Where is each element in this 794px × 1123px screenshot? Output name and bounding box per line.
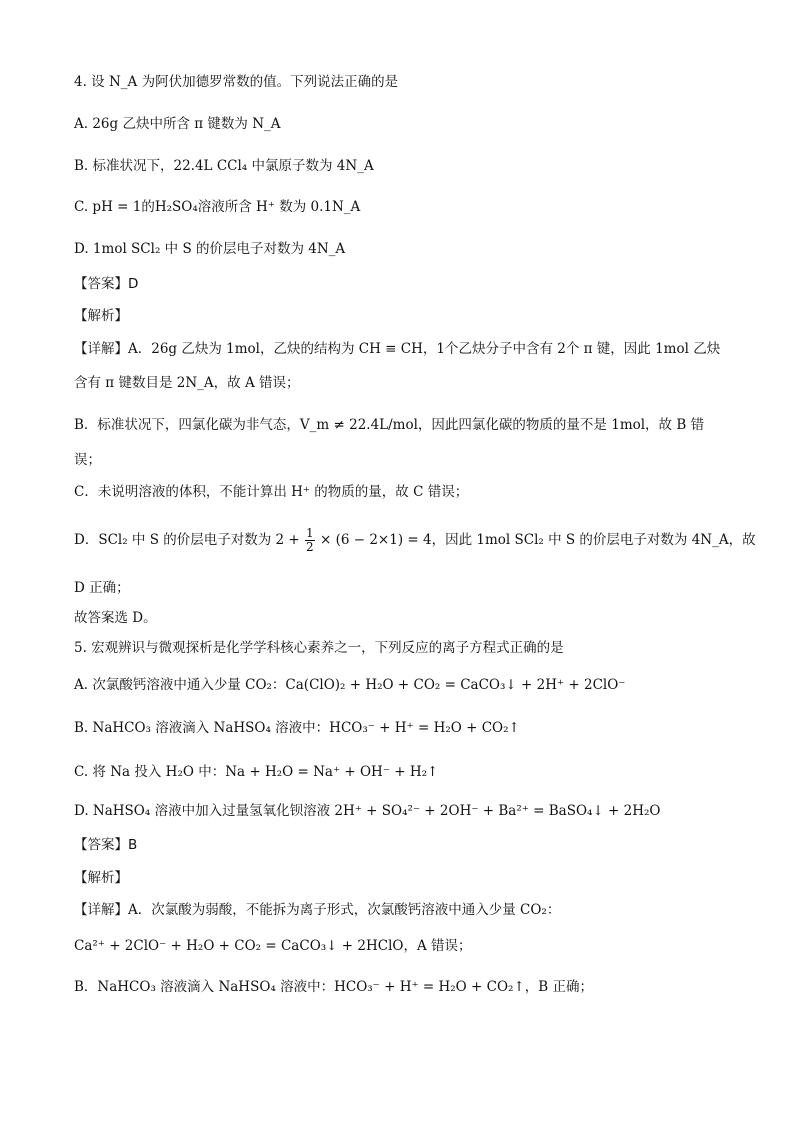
fraction-numerator: 1 bbox=[306, 526, 314, 540]
question-4-detail-a-line1: 【详解】A．26g 乙炔为 1mol，乙炔的结构为 CH ≡ CH，1个乙炔分子中含有 2个 π 键，因此 1mol 乙炔 bbox=[74, 341, 721, 357]
fraction-one-half bbox=[305, 527, 315, 554]
question-4-detail-d-line1 bbox=[74, 527, 756, 554]
fraction-denominator: 2 bbox=[306, 540, 314, 554]
question-4-option-c: C. pH = 1的H₂SO₄溶液所含 H⁺ 数为 0.1N_A bbox=[74, 199, 361, 215]
question-5-analysis-label: 【解析】 bbox=[74, 870, 128, 886]
question-5-stem: 5. 宏观辨识与微观探析是化学学科核心素养之一，下列反应的离子方程式正确的是 bbox=[74, 640, 564, 656]
detail-d-suffix: × (6 − 2×1) = 4，因此 1mol SCl₂ 中 S 的价层电子对数为 4N_A，故 bbox=[319, 532, 756, 548]
question-4-answer: 【答案】D bbox=[74, 276, 139, 292]
question-5-option-d: D. NaHSO₄ 溶液中加入过量氢氧化钡溶液 2H⁺ + SO₄²⁻ + 2OH⁻ + Ba²⁺ = BaSO₄↓ + 2H₂O bbox=[74, 803, 661, 819]
question-5-detail-a-line2: Ca²⁺ + 2ClO⁻ + H₂O + CO₂ = CaCO₃↓ + 2HClO，A 错误； bbox=[74, 938, 472, 954]
question-5-option-c: C. 将 Na 投入 H₂O 中：Na + H₂O = Na⁺ + OH⁻ + H₂↑ bbox=[74, 764, 439, 780]
question-4-detail-b-line2: 误； bbox=[74, 452, 101, 468]
question-5-option-a: A. 次氯酸钙溶液中通入少量 CO₂：Ca(ClO)₂ + H₂O + CO₂ = CaCO₃↓ + 2H⁺ + 2ClO⁻ bbox=[74, 677, 626, 693]
question-4-detail-c: C．未说明溶液的体积，不能计算出 H⁺ 的物质的量，故 C 错误； bbox=[74, 484, 469, 500]
question-4-conclusion: 故答案选 D。 bbox=[74, 610, 157, 626]
question-4-option-a: A. 26g 乙炔中所含 π 键数为 N_A bbox=[74, 116, 281, 132]
question-4-option-d: D. 1mol SCl₂ 中 S 的价层电子对数为 4N_A bbox=[74, 241, 346, 257]
detail-d-prefix: D．SCl₂ 中 S 的价层电子对数为 2 + bbox=[74, 532, 300, 548]
question-5-detail-a-line1: 【详解】A．次氯酸为弱酸，不能拆为离子形式，次氯酸钙溶液中通入少量 CO₂： bbox=[74, 902, 561, 918]
question-5-option-b: B. NaHCO₃ 溶液滴入 NaHSO₄ 溶液中：HCO₃⁻ + H⁺ = H₂O + CO₂↑ bbox=[74, 720, 520, 736]
question-5-answer: 【答案】B bbox=[74, 837, 138, 853]
question-4-stem: 4. 设 N_A 为阿伏加德罗常数的值。下列说法正确的是 bbox=[74, 74, 399, 90]
question-4-detail-b-line1: B．标准状况下，四氯化碳为非气态，V_m ≠ 22.4L/mol，因此四氯化碳的物质的量不是 1mol，故 B 错 bbox=[74, 417, 705, 433]
question-4-analysis-label: 【解析】 bbox=[74, 308, 128, 324]
question-4-option-b: B. 标准状况下，22.4L CCl₄ 中氯原子数为 4N_A bbox=[74, 158, 374, 174]
question-5-detail-b: B．NaHCO₃ 溶液滴入 NaHSO₄ 溶液中：HCO₃⁻ + H⁺ = H₂O + CO₂↑，B 正确； bbox=[74, 979, 593, 995]
question-4-detail-a-line2: 含有 π 键数目是 2N_A，故 A 错误； bbox=[74, 375, 300, 391]
question-4-detail-d-line2: D 正确； bbox=[74, 580, 130, 596]
